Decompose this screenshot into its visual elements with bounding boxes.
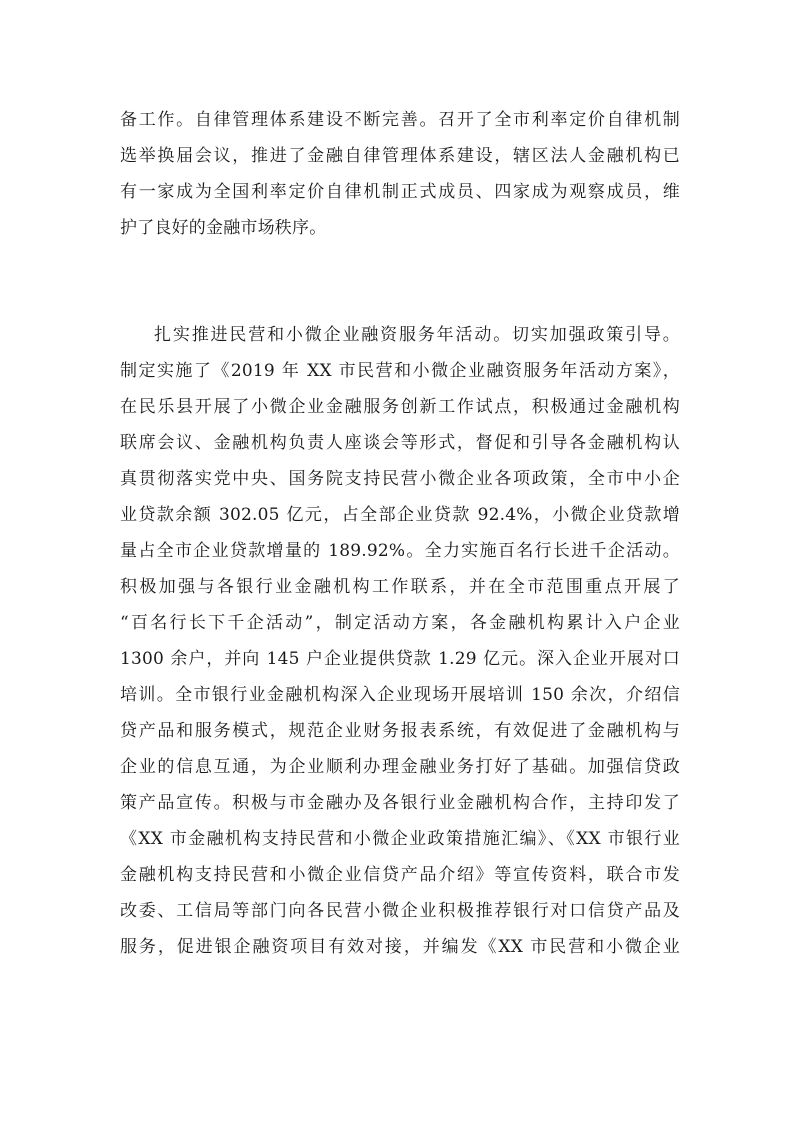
- text-line: 护了良好的金融市场秩序。: [120, 218, 327, 238]
- text-line: 制定实施了《2019 年 XX 市民营和小微企业融资服务年活动方案》，: [120, 361, 680, 381]
- text-line: 联席会议、金融机构负责人座谈会等形式，督促和引导各金融机构认: [120, 433, 680, 453]
- text-line: 金融机构支持民营和小微企业信贷产品介绍》等宣传资料，联合市发: [120, 865, 680, 885]
- text-line: 培训。全市银行业金融机构深入企业现场开展培训 150 余次，介绍信: [120, 685, 680, 705]
- text-line: 积极加强与各银行业金融机构工作联系，并在全市范围重点开展了: [120, 577, 680, 597]
- text-line: 业贷款余额 302.05 亿元，占全部企业贷款 92.4%，小微企业贷款增: [120, 505, 680, 525]
- text-line: “百名行长下千企活动”，制定活动方案，各金融机构累计入户企业: [120, 613, 680, 633]
- text-line: 《XX 市金融机构支持民营和小微企业政策措施汇编》、《XX 市银行业: [120, 829, 680, 849]
- paragraph-1: [120, 102, 680, 246]
- text-line: 扎实推进民营和小微企业融资服务年活动。切实加强政策引导。: [154, 325, 680, 345]
- paragraph-2: [120, 317, 680, 965]
- text-line: 选举换届会议，推进了金融自律管理体系建设，辖区法人金融机构已: [120, 146, 680, 166]
- text-line: 备工作。自律管理体系建设不断完善。召开了全市利率定价自律机制: [120, 110, 680, 130]
- text-line: 1300 余户，并向 145 户企业提供贷款 1.29 亿元。深入企业开展对口: [120, 649, 680, 669]
- text-line: 策产品宣传。积极与市金融办及各银行业金融机构合作，主持印发了: [120, 793, 680, 813]
- text-line: 贷产品和服务模式，规范企业财务报表系统，有效促进了金融机构与: [120, 721, 680, 741]
- text-line: 企业的信息互通，为企业顺利办理金融业务打好了基础。加强信贷政: [120, 757, 680, 777]
- text-line: 服务，促进银企融资项目有效对接，并编发《XX 市民营和小微企业: [120, 937, 680, 957]
- text-line: 在民乐县开展了小微企业金融服务创新工作试点，积极通过金融机构: [120, 397, 680, 417]
- text-line: 真贯彻落实党中央、国务院支持民营小微企业各项政策，全市中小企: [120, 469, 680, 489]
- text-line: 量占全市企业贷款增量的 189.92%。全力实施百名行长进千企活动。: [120, 541, 680, 561]
- text-line: 改委、工信局等部门向各民营小微企业积极推荐银行对口信贷产品及: [120, 901, 680, 921]
- text-line: 有一家成为全国利率定价自律机制正式成员、四家成为观察成员，维: [120, 182, 680, 202]
